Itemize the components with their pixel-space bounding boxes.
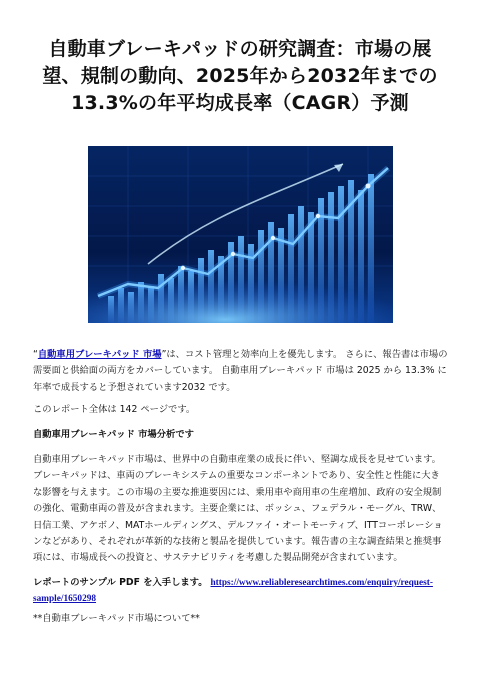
market-link[interactable]: 自動車用ブレーキパッド 市場 (37, 349, 162, 360)
quote-open: “ (33, 349, 38, 360)
intro-paragraph (33, 347, 448, 396)
sample-request (33, 575, 448, 608)
page-count: このレポート全体は 142 ページです。 (33, 404, 196, 415)
sample-label: レポートのサンプル PDF を入手します。 (33, 577, 208, 588)
analysis-heading: 自動車用ブレーキパッド 市場分析です (33, 429, 194, 440)
growth-chart-image (88, 146, 393, 323)
page-title: 自動車ブレーキパッドの研究調査：市場の展望、規制の動向、2025年から2032年までの13.3%の年平均成長率（CAGR）予測 (42, 38, 438, 114)
about-heading: **自動車ブレーキパッド市場について** (33, 613, 200, 624)
analysis-body: 自動車用ブレーキパッド市場は、世界中の自動車産業の成長に伴い、堅調な成長を見せています。ブレーキパッドは、車両のブレーキシステムの重要なコンポーネントであり、安全性と性能に大きな影響を与えます。この市場の主要な推進要因には、乗用車や商用車の生産増加、政府の安全規制の強化、電動車両の普及が含まれます。主要企業には、ボッシュ、フェデラル・モーグル、TRW、日信工業、アケボノ、MATホールディングス、デルファイ・オートモーティブ、ITTコーポレーションなどがあり、それぞれが革新的な技術と製品を提供しています。報告書の主な調査結果と推奨事項には、市場成長への投資と、サステナビリティを考慮した製品開発が含まれています。 (33, 454, 443, 564)
sample-link[interactable]: https://www.reliableresearchtimes.com/enquiry/request-sample/1650298 (33, 578, 433, 605)
intro-rest: ”は、コスト管理と効率向上を優先します。 さらに、報告書は市場の需要面と供給面の両方をカバーしています。 自動車用ブレーキパッド 市場は 2025 から 13.3% に年率で成長すると予想されています2032 です。 (33, 349, 448, 393)
